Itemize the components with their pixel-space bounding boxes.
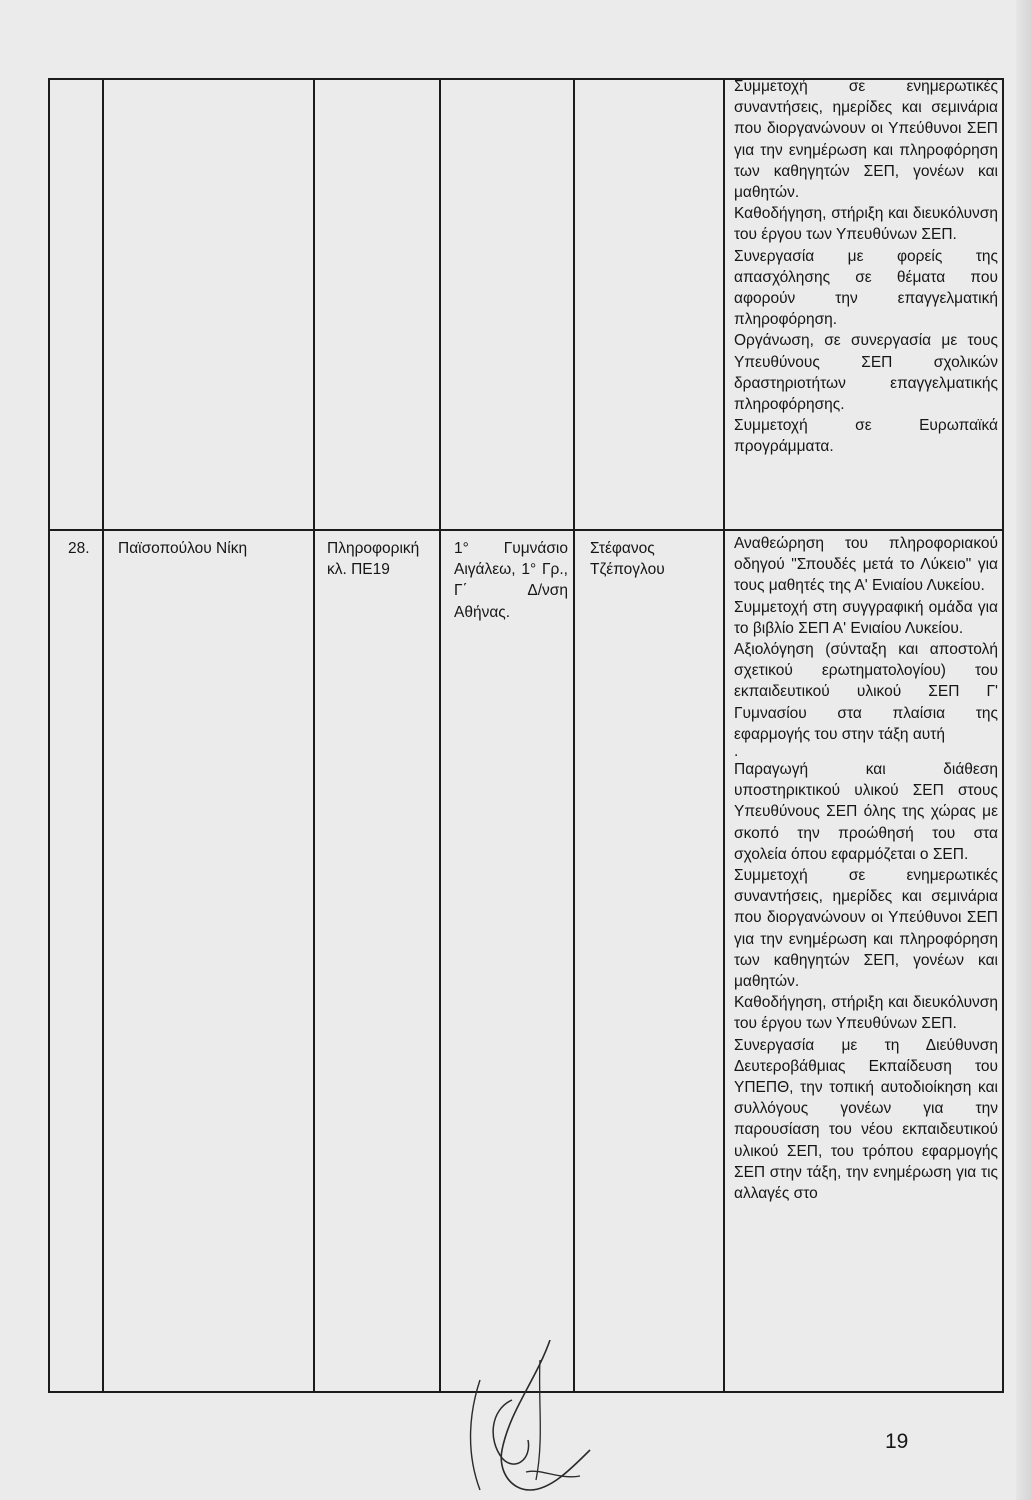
row-separator-28 bbox=[48, 529, 1004, 531]
column-border-number bbox=[102, 78, 104, 1393]
school-cell: 1° Γυμνάσιο Αιγάλεω, 1° Γρ., Γ΄ Δ/νση Αθήνας. bbox=[454, 540, 568, 621]
duty-item: Συμμετοχή σε ενημερωτικές συναντήσεις, ημερίδες και σεμινάρια που διοργανώνουν οι Υπεύθυνοι ΣΕΠ για την ενημέρωση και πληροφόρηση των καθηγητών ΣΕΠ, γονέων και μαθητών. bbox=[734, 78, 998, 202]
row-28-duties-cell bbox=[734, 533, 998, 1204]
column-border-specialty bbox=[439, 78, 441, 1393]
specialty-cell: Πληροφορική κλ. ΠΕ19 bbox=[327, 540, 420, 579]
duty-item: Αναθεώρηση του πληροφοριακού οδηγού "Σπουδές μετά το Λύκειο" για τους μαθητές της Α' Ενιαίου Λυκείου. bbox=[734, 535, 998, 595]
row-number-cell: 28. bbox=[68, 540, 90, 557]
name-cell: Παϊσοπούλου Νίκη bbox=[118, 540, 248, 557]
duty-item: Καθοδήγηση, στήριξη και διευκόλυνση του έργου των Υπευθύνων ΣΕΠ. bbox=[734, 205, 998, 244]
top-duties-cell bbox=[734, 76, 998, 458]
duty-item: Οργάνωση, σε συνεργασία με τους Υπευθύνους ΣΕΠ σχολικών δραστηριοτήτων επαγγελματικής πληροφόρησης. bbox=[734, 332, 998, 414]
handwritten-signature bbox=[440, 1340, 640, 1500]
supervisor-cell: Στέφανος Τζέπογλου bbox=[590, 540, 665, 579]
column-border-supervisor bbox=[723, 78, 725, 1393]
page-edge-shadow bbox=[1016, 0, 1032, 1500]
duty-item: Συμμετοχή σε ενημερωτικές συναντήσεις, ημερίδες και σεμινάρια που διοργανώνουν οι Υπεύθυνοι ΣΕΠ για την ενημέρωση και πληροφόρηση των καθηγητών ΣΕΠ, γονέων και μαθητών. bbox=[734, 867, 998, 991]
column-border-left bbox=[48, 78, 50, 1393]
column-border-name bbox=[313, 78, 315, 1393]
duty-item: Συμμετοχή σε Ευρωπαϊκά προγράμματα. bbox=[734, 417, 998, 456]
duty-item: Συνεργασία με φορείς της απασχόλησης σε θέματα που αφορούν την επαγγελματική πληροφόρηση. bbox=[734, 247, 998, 329]
column-border-school bbox=[573, 78, 575, 1393]
duty-item: Συνεργασία με τη Διεύθυνση Δευτεροβάθμιας Εκπαίδευση του ΥΠΕΠΘ, την τοπική αυτοδιοίκηση και συλλόγους γονέων για την παρουσίαση του νέου εκπαιδευτικού υλικού ΣΕΠ, του τρόπου εφαρμογής ΣΕΠ στην τάξη, την ενημέρωση για τις αλλαγές στο bbox=[734, 1036, 998, 1203]
page-number: 19 bbox=[885, 1430, 909, 1453]
duty-item: Συμμετοχή στη συγγραφική ομάδα για το βιβλίο ΣΕΠ Α' Ενιαίου Λυκείου. bbox=[734, 598, 998, 637]
duty-item: Αξιολόγηση (σύνταξη και αποστολή σχετικού ερωτηματολογίου) του εκπαιδευτικού υλικού ΣΕΠ Γ' Γυμνασίου στα πλαίσια της εφαρμογής του στην τάξη αυτή bbox=[734, 641, 998, 743]
duty-item: . bbox=[734, 743, 739, 761]
duty-item: Καθοδήγηση, στήριξη και διευκόλυνση του έργου των Υπευθύνων ΣΕΠ. bbox=[734, 994, 998, 1033]
duty-item: Παραγωγή και διάθεση υποστηρικτικού υλικού ΣΕΠ στους Υπευθύνους ΣΕΠ όλης της χώρας με σκοπό την προώθησή του στα σχολεία όπου εφαρμόζεται ο ΣΕΠ. bbox=[734, 761, 998, 863]
column-border-right bbox=[1002, 78, 1004, 1393]
